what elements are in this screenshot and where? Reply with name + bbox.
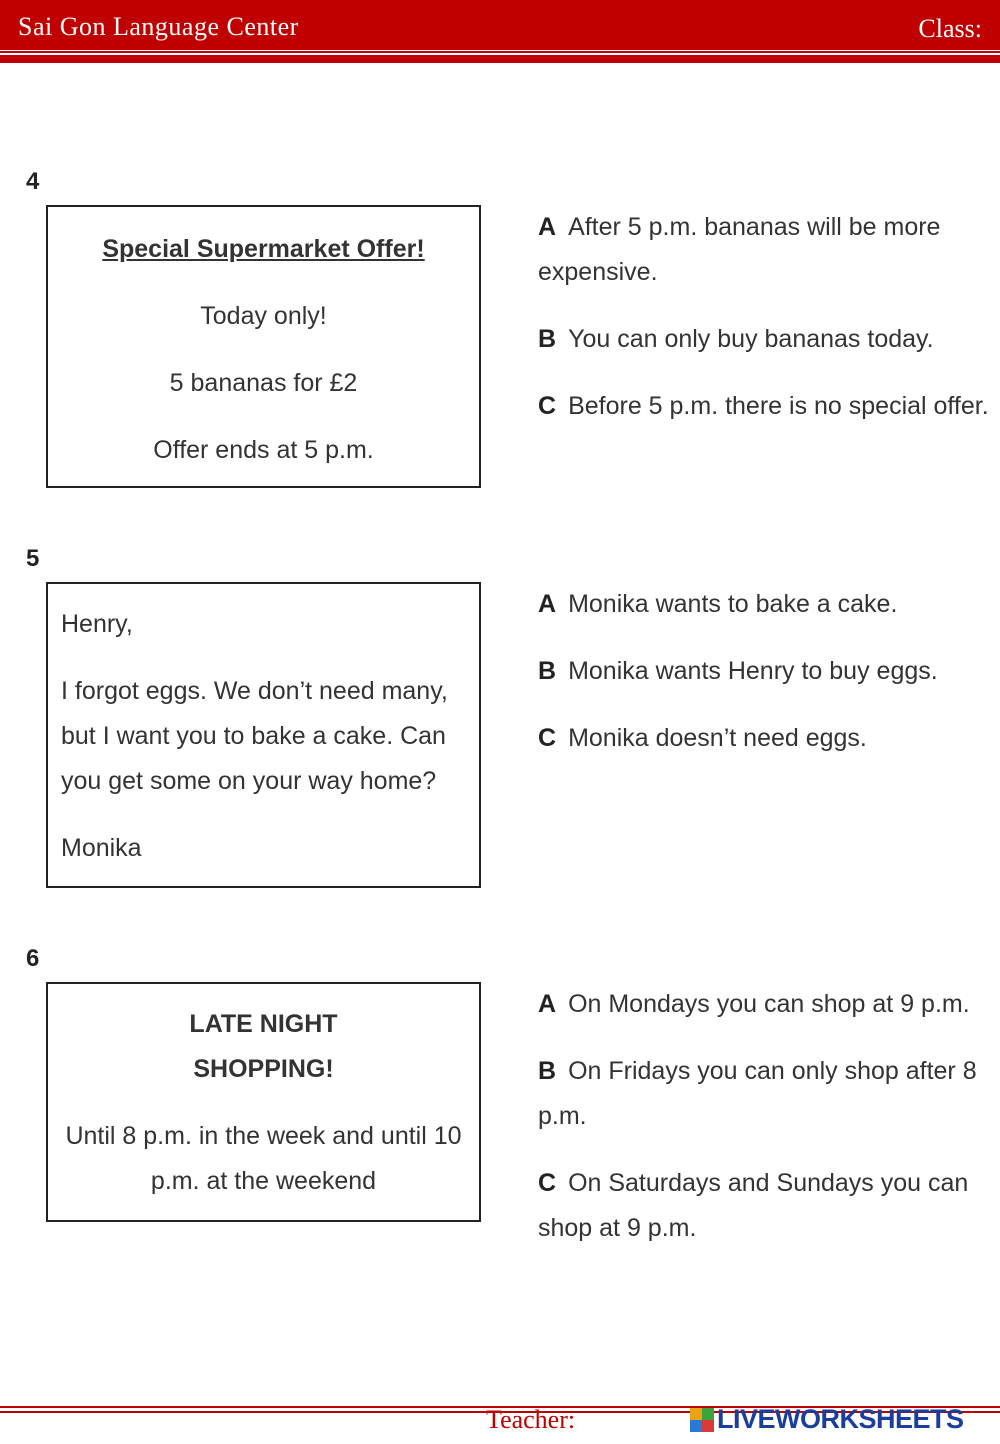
brand-name: LIVEWORKSHEETS	[717, 1404, 964, 1434]
notice-title: Special Supermarket Offer!	[102, 235, 425, 263]
notice-text: Until 8 p.m. in the week and until 10 p.m. at the weekend	[65, 1122, 462, 1195]
option-b[interactable]	[538, 317, 988, 362]
note-signature: Monika	[61, 834, 142, 862]
class-label: Class:	[918, 14, 982, 43]
note-greeting: Henry,	[61, 610, 133, 638]
note-body: I forgot eggs. We don’t need many, but I want you to bake a cake. Can you get some on your way home?	[61, 677, 448, 795]
liveworksheets-logo[interactable]	[690, 1404, 964, 1435]
option-letter: C	[538, 724, 557, 752]
center-name: Sai Gon Language Center	[18, 12, 299, 41]
option-c[interactable]	[538, 384, 988, 429]
option-c[interactable]	[538, 716, 988, 761]
question-number: 4	[26, 168, 40, 195]
option-text: On Mondays you can shop at 9 p.m.	[568, 990, 970, 1018]
option-letter: A	[538, 590, 557, 618]
option-b[interactable]	[538, 649, 988, 694]
option-letter: B	[538, 325, 557, 353]
option-text: On Fridays you can only shop after 8 p.m.	[538, 1057, 977, 1130]
question-number: 6	[26, 945, 40, 972]
answer-options	[538, 982, 988, 1273]
option-text: On Saturdays and Sundays you can shop at 9 p.m.	[538, 1169, 969, 1242]
option-a[interactable]	[538, 582, 988, 627]
option-letter: C	[538, 392, 557, 420]
option-text: Monika wants Henry to buy eggs.	[568, 657, 938, 685]
notice-line: Today only!	[200, 302, 327, 330]
option-text: Monika wants to bake a cake.	[568, 590, 898, 618]
notice-box	[46, 205, 481, 488]
notice-title: LATE NIGHT	[189, 1010, 338, 1038]
notice-line: 5 bananas for £2	[169, 369, 358, 397]
teacher-label: Teacher:	[486, 1405, 576, 1434]
option-letter: C	[538, 1169, 557, 1197]
note-box	[46, 582, 481, 888]
notice-title: SHOPPING!	[193, 1055, 334, 1083]
option-letter: B	[538, 1057, 557, 1085]
option-text: After 5 p.m. bananas will be more expensive.	[538, 213, 941, 286]
option-letter: A	[538, 213, 557, 241]
option-text: Monika doesn’t need eggs.	[568, 724, 867, 752]
option-text: You can only buy bananas today.	[568, 325, 934, 353]
liveworksheets-logo-icon	[690, 1408, 714, 1432]
header-divider-thick	[0, 55, 1000, 63]
option-a[interactable]	[538, 982, 988, 1027]
option-text: Before 5 p.m. there is no special offer.	[568, 392, 989, 420]
option-b[interactable]	[538, 1049, 988, 1139]
header-divider	[0, 51, 1000, 53]
notice-box	[46, 982, 481, 1222]
answer-options	[538, 205, 988, 451]
answer-options	[538, 582, 988, 783]
option-c[interactable]	[538, 1161, 988, 1251]
header-bar	[0, 0, 1000, 50]
option-letter: A	[538, 990, 557, 1018]
option-letter: B	[538, 657, 557, 685]
question-number: 5	[26, 545, 40, 572]
option-a[interactable]	[538, 205, 988, 295]
notice-line: Offer ends at 5 p.m.	[153, 436, 374, 464]
